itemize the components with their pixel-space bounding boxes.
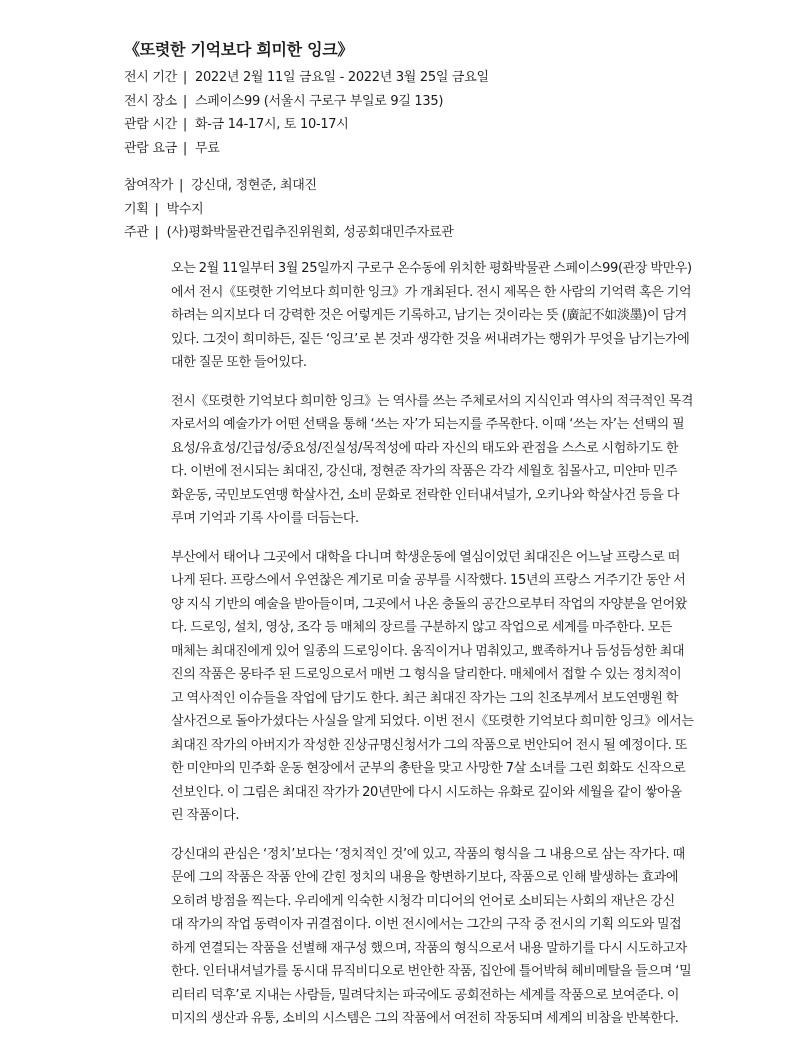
- paragraph-line: 하게 연결되는 작품을 선별해 재구성 했으며, 작품의 형식으로서 내용 말하기를 다시 시도하고자: [171, 940, 688, 956]
- exhibition-title: 《또렷한 기억보다 희미한 잉크》: [124, 40, 354, 59]
- paragraph-line: 자로서의 예술가가 어떤 선택을 통해 ‘쓰는 자’가 되는지를 주목한다. 이때 ‘쓰는 자’는 선택의 필: [171, 417, 685, 432]
- paragraph-line: 있다. 그것이 희미하든, 짙든 ‘잉크’로 본 것과 생각한 것을 써내려가는 행위가 무엇을 남기는가에: [171, 331, 690, 347]
- paragraph-line: 선보인다. 이 그림은 최대진 작가가 20년만에 다시 시도하는 유화로 깊이와 세월을 같이 쌓아올: [171, 784, 682, 800]
- paragraph-line: 다. 드로잉, 설치, 영상, 조각 등 매체의 장르를 구분하지 않고 작업으로 세계를 마주한다. 모든: [171, 620, 673, 635]
- info-row-venue: [124, 90, 489, 114]
- paragraph-line: 미지의 생산과 유통, 소비의 시스템은 그의 작품에서 여전히 작동되며 세계의 비참을 반복한다.: [171, 1011, 679, 1026]
- paragraph-line: 전시《또렷한 기억보다 희미한 잉크》는 역사를 쓰는 주체로서의 지식인과 역사의 적극적인 목격: [171, 393, 694, 409]
- info-value: 스페이스99 (서울시 구로구 부일로 9길 135): [194, 93, 444, 109]
- paragraph-line: 대한 질문 또한 들어있다.: [171, 355, 307, 370]
- exhibition-description: [171, 257, 723, 1046]
- info-value: 무료: [194, 140, 220, 156]
- info-label: 참여작가: [124, 178, 174, 193]
- info-separator: |: [154, 225, 159, 240]
- info-value: 화-금 14-17시, 토 10-17시: [194, 117, 349, 132]
- paragraph-line: 다. 이번에 전시되는 최대진, 강신대, 정현준 작가의 작품은 각각 세월호 침몰사고, 미얀마 민주: [171, 464, 678, 479]
- info-label: 관람 요금: [124, 140, 177, 156]
- paragraph-line: 최대진 작가의 아버지가 작성한 진상규명신청서가 그의 작품으로 번안되어 전시 될 예정이다. 또: [171, 737, 688, 753]
- info-label: 전시 기간: [124, 70, 177, 85]
- info-separator: |: [154, 201, 159, 217]
- info-row-hours: [124, 113, 489, 137]
- paragraph-line: 고 역사적인 이슈들을 작업에 담기도 한다. 최근 최대진 작가는 그의 친조부께서 보도연맹원 학: [171, 690, 679, 706]
- info-label: 기획: [124, 201, 149, 217]
- paragraph-line: 오히려 방점을 찍는다. 우리에게 익숙한 시청각 미디어의 언어로 소비되는 사회의 재난은 강신: [171, 893, 675, 909]
- paragraph-line: 부산에서 태어나 그곳에서 대학을 다니며 학생운동에 열심이었던 최대진은 어느날 프랑스로 떠: [171, 549, 680, 565]
- paragraph-line: 살사건으로 돌아가셨다는 사실을 알게 되었다. 이번 전시《또렷한 기억보다 희미한 잉크》에서는: [171, 714, 694, 729]
- paragraph-line: 오는 2월 11일부터 3월 25일까지 구로구 온수동에 위치한 평화박물관 스페이스99(관장 박만우): [171, 261, 692, 276]
- info-label: 전시 장소: [124, 93, 177, 109]
- paragraph-line: 강신대의 관심은 ‘정치’보다는 ‘정치적인 것’에 있고, 작품의 형식을 그 내용으로 삼는 작가다. 때: [171, 846, 685, 862]
- paragraph-line: 린 작품이다.: [171, 808, 240, 823]
- info-separator: |: [179, 178, 184, 193]
- credits-info: [124, 174, 454, 245]
- info-row-period: [124, 66, 489, 90]
- info-separator: |: [182, 140, 187, 156]
- paragraph-line: 에서 전시《또렷한 기억보다 희미한 잉크》가 개최된다. 전시 제목은 한 사람의 기억력 혹은 기억: [171, 284, 692, 300]
- paragraph-line: 리터리 덕후’로 지내는 사람들, 밀려닥치는 파국에도 공회전하는 세계를 작품으로 보여준다. 이: [171, 987, 680, 1003]
- paragraph-line: 나게 된다. 프랑스에서 우연찮은 계기로 미술 공부를 시작했다. 15년의 프랑스 거주기간 동안 서: [171, 573, 686, 588]
- body-paragraph: [171, 546, 723, 828]
- info-value: 2022년 2월 11일 금요일 - 2022년 3월 25일 금요일: [194, 70, 489, 85]
- info-row-fee: [124, 137, 489, 161]
- paragraph-line: 양 지식 기반의 예술을 받아들이며, 그곳에서 나온 충돌의 공간으로부터 작업의 자양분을 얻어왔: [171, 596, 688, 612]
- info-value: (사)평화박물관건립추진위원회, 성공회대민주자료관: [166, 225, 454, 240]
- paragraph-line: 진의 작품은 몽타주 된 드로잉으로서 매번 그 형식을 달리한다. 매체에서 접할 수 있는 정치적이: [171, 667, 682, 682]
- paragraph-line: 루며 기억과 기록 사이를 더듬는다.: [171, 511, 359, 526]
- paragraph-line: 화운동, 국민보도연맹 학살사건, 소비 문화로 전락한 인터내셔널가, 오키나와 학살사건 등을 다: [171, 487, 680, 503]
- info-label: 주관: [124, 225, 149, 240]
- paragraph-line: 매체는 최대진에게 있어 일종의 드로잉이다. 움직이거나 멈춰있고, 뾰족하거나 듬성듬성한 최대: [171, 643, 685, 659]
- info-value: 강신대, 정현준, 최대진: [191, 178, 317, 193]
- exhibition-info: [124, 66, 489, 160]
- info-separator: |: [182, 93, 187, 109]
- info-row-curator: [124, 198, 454, 222]
- paragraph-line: 한다. 인터내셔널가를 동시대 뮤직비디오로 번안한 작품, 집안에 틀어박혀 헤비메탈을 들으며 ‘밀: [171, 964, 692, 979]
- body-paragraph: [171, 390, 723, 531]
- paragraph-line: 한 미얀마의 민주화 운동 현장에서 군부의 총탄을 맞고 사망한 7살 소녀를 그린 회화도 신작으로: [171, 761, 686, 776]
- paragraph-line: 하려는 의지보다 더 강력한 것은 어렇게든 기록하고, 남기는 것이라는 뜻 (廣記不如淡墨)이 담겨: [171, 308, 687, 323]
- info-row-organizer: [124, 221, 454, 245]
- info-separator: |: [182, 70, 187, 85]
- info-row-artists: [124, 174, 454, 198]
- paragraph-line: 문에 그의 작품은 작품 안에 갇힌 정치의 내용을 항변하기보다, 작품으로 인해 발생하는 효과에: [171, 870, 679, 885]
- body-paragraph: [171, 843, 723, 1031]
- paragraph-line: 요성/유효성/긴급성/중요성/진실성/목적성에 따라 자신의 태도와 관점을 스스로 시험하기도 한: [171, 440, 679, 456]
- paragraph-line: 대 작가의 작업 동력이자 귀결점이다. 이번 전시에서는 그간의 구작 중 전시의 기획 의도와 밀접: [171, 917, 682, 932]
- info-separator: |: [182, 117, 187, 132]
- info-value: 박수지: [166, 201, 204, 217]
- body-paragraph: [171, 257, 723, 375]
- info-label: 관람 시간: [124, 117, 177, 132]
